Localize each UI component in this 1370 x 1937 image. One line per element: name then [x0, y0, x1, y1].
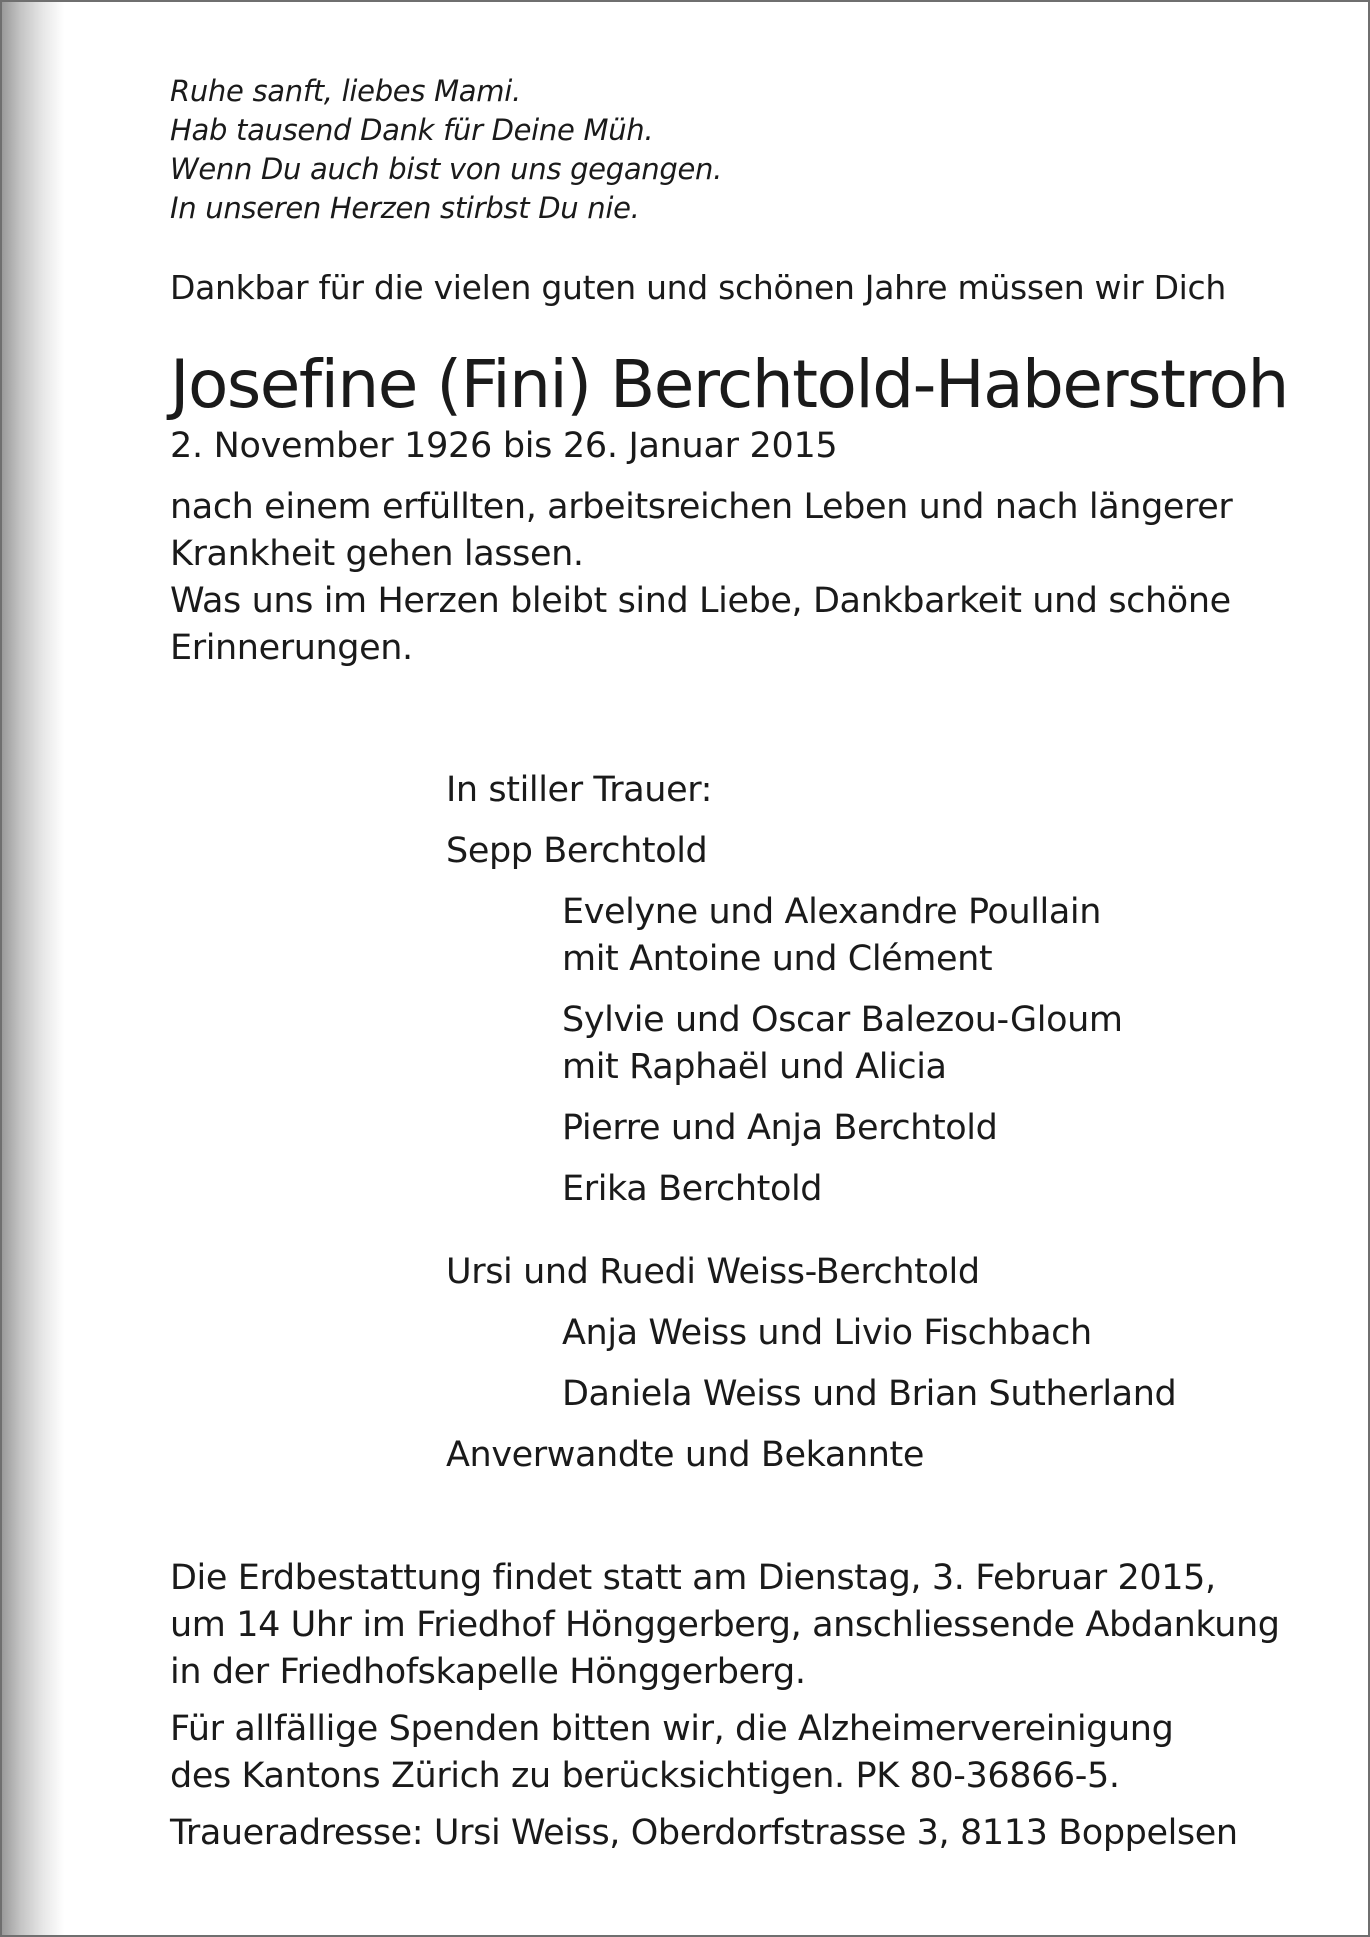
- mourner-line: mit Antoine und Clément: [562, 939, 993, 979]
- mourner-line: Sylvie und Oscar Balezou-Gloum: [562, 1000, 1123, 1040]
- mourner-family-entry: [446, 1166, 1306, 1213]
- page-edge-shadow: [2, 2, 64, 1935]
- poem-line: Ruhe sanft, liebes Mami.: [170, 74, 521, 108]
- mourning-address: [170, 1810, 1310, 1857]
- funeral-line: um 14 Uhr im Friedhof Hönggerberg, anschliessende Abdankung: [170, 1605, 1280, 1645]
- mourner-family-entry: [446, 1371, 1306, 1418]
- body-text: [170, 484, 1310, 672]
- mourner-relatives: Anverwandte und Bekannte: [446, 1435, 924, 1475]
- funeral-details: [170, 1555, 1310, 1696]
- mourning-heading: In stiller Trauer:: [446, 770, 712, 810]
- mourner-line: Daniela Weiss und Brian Sutherland: [562, 1374, 1177, 1414]
- deceased-name: Josefine (Fini) Berchtold-Haberstroh: [170, 346, 1288, 423]
- poem-line: Wenn Du auch bist von uns gegangen.: [170, 152, 723, 186]
- mourner-line: mit Raphaël und Alicia: [562, 1047, 947, 1087]
- funeral-line: in der Friedhofskapelle Hönggerberg.: [170, 1652, 806, 1692]
- donation-line: Für allfällige Spenden bitten wir, die Alzheimervereinigung: [170, 1709, 1174, 1749]
- poem: [170, 72, 1310, 228]
- funeral-line: Die Erdbestattung findet statt am Dienstag, 3. Februar 2015,: [170, 1558, 1216, 1598]
- mourners-list: [446, 767, 1306, 1479]
- body-line: Krankheit gehen lassen.: [170, 534, 584, 574]
- donation-details: [170, 1706, 1310, 1800]
- obituary-header-section: [170, 72, 1310, 672]
- mourner-family-entry: [446, 997, 1306, 1091]
- body-line: Erinnerungen.: [170, 628, 413, 668]
- mourner-daughter: Ursi und Ruedi Weiss-Berchtold: [446, 1252, 980, 1292]
- poem-line: In unseren Herzen stirbst Du nie.: [170, 191, 640, 225]
- poem-line: Hab tausend Dank für Deine Müh.: [170, 113, 654, 147]
- mourner-line: Anja Weiss und Livio Fischbach: [562, 1313, 1092, 1353]
- mourner-spouse: Sepp Berchtold: [446, 831, 708, 871]
- mourner-line: Erika Berchtold: [562, 1169, 823, 1209]
- mourner-family-entry: [446, 889, 1306, 983]
- mourner-line: Evelyne und Alexandre Poullain: [562, 892, 1102, 932]
- intro-text: Dankbar für die vielen guten und schönen Jahre müssen wir Dich: [170, 268, 1227, 307]
- donation-line: des Kantons Zürich zu berücksichtigen. PK 80-36866-5.: [170, 1756, 1120, 1796]
- mourner-family-entry: [446, 1310, 1306, 1357]
- body-line: Was uns im Herzen bleibt sind Liebe, Dankbarkeit und schöne: [170, 581, 1231, 621]
- mourner-family-entry: [446, 1105, 1306, 1152]
- funeral-info-section: [170, 1555, 1310, 1857]
- address-line: Traueradresse: Ursi Weiss, Oberdorfstrasse 3, 8113 Boppelsen: [170, 1813, 1238, 1853]
- body-line: nach einem erfüllten, arbeitsreichen Leben und nach längerer: [170, 487, 1233, 527]
- life-dates: 2. November 1926 bis 26. Januar 2015: [170, 426, 838, 466]
- mourner-line: Pierre und Anja Berchtold: [562, 1108, 998, 1148]
